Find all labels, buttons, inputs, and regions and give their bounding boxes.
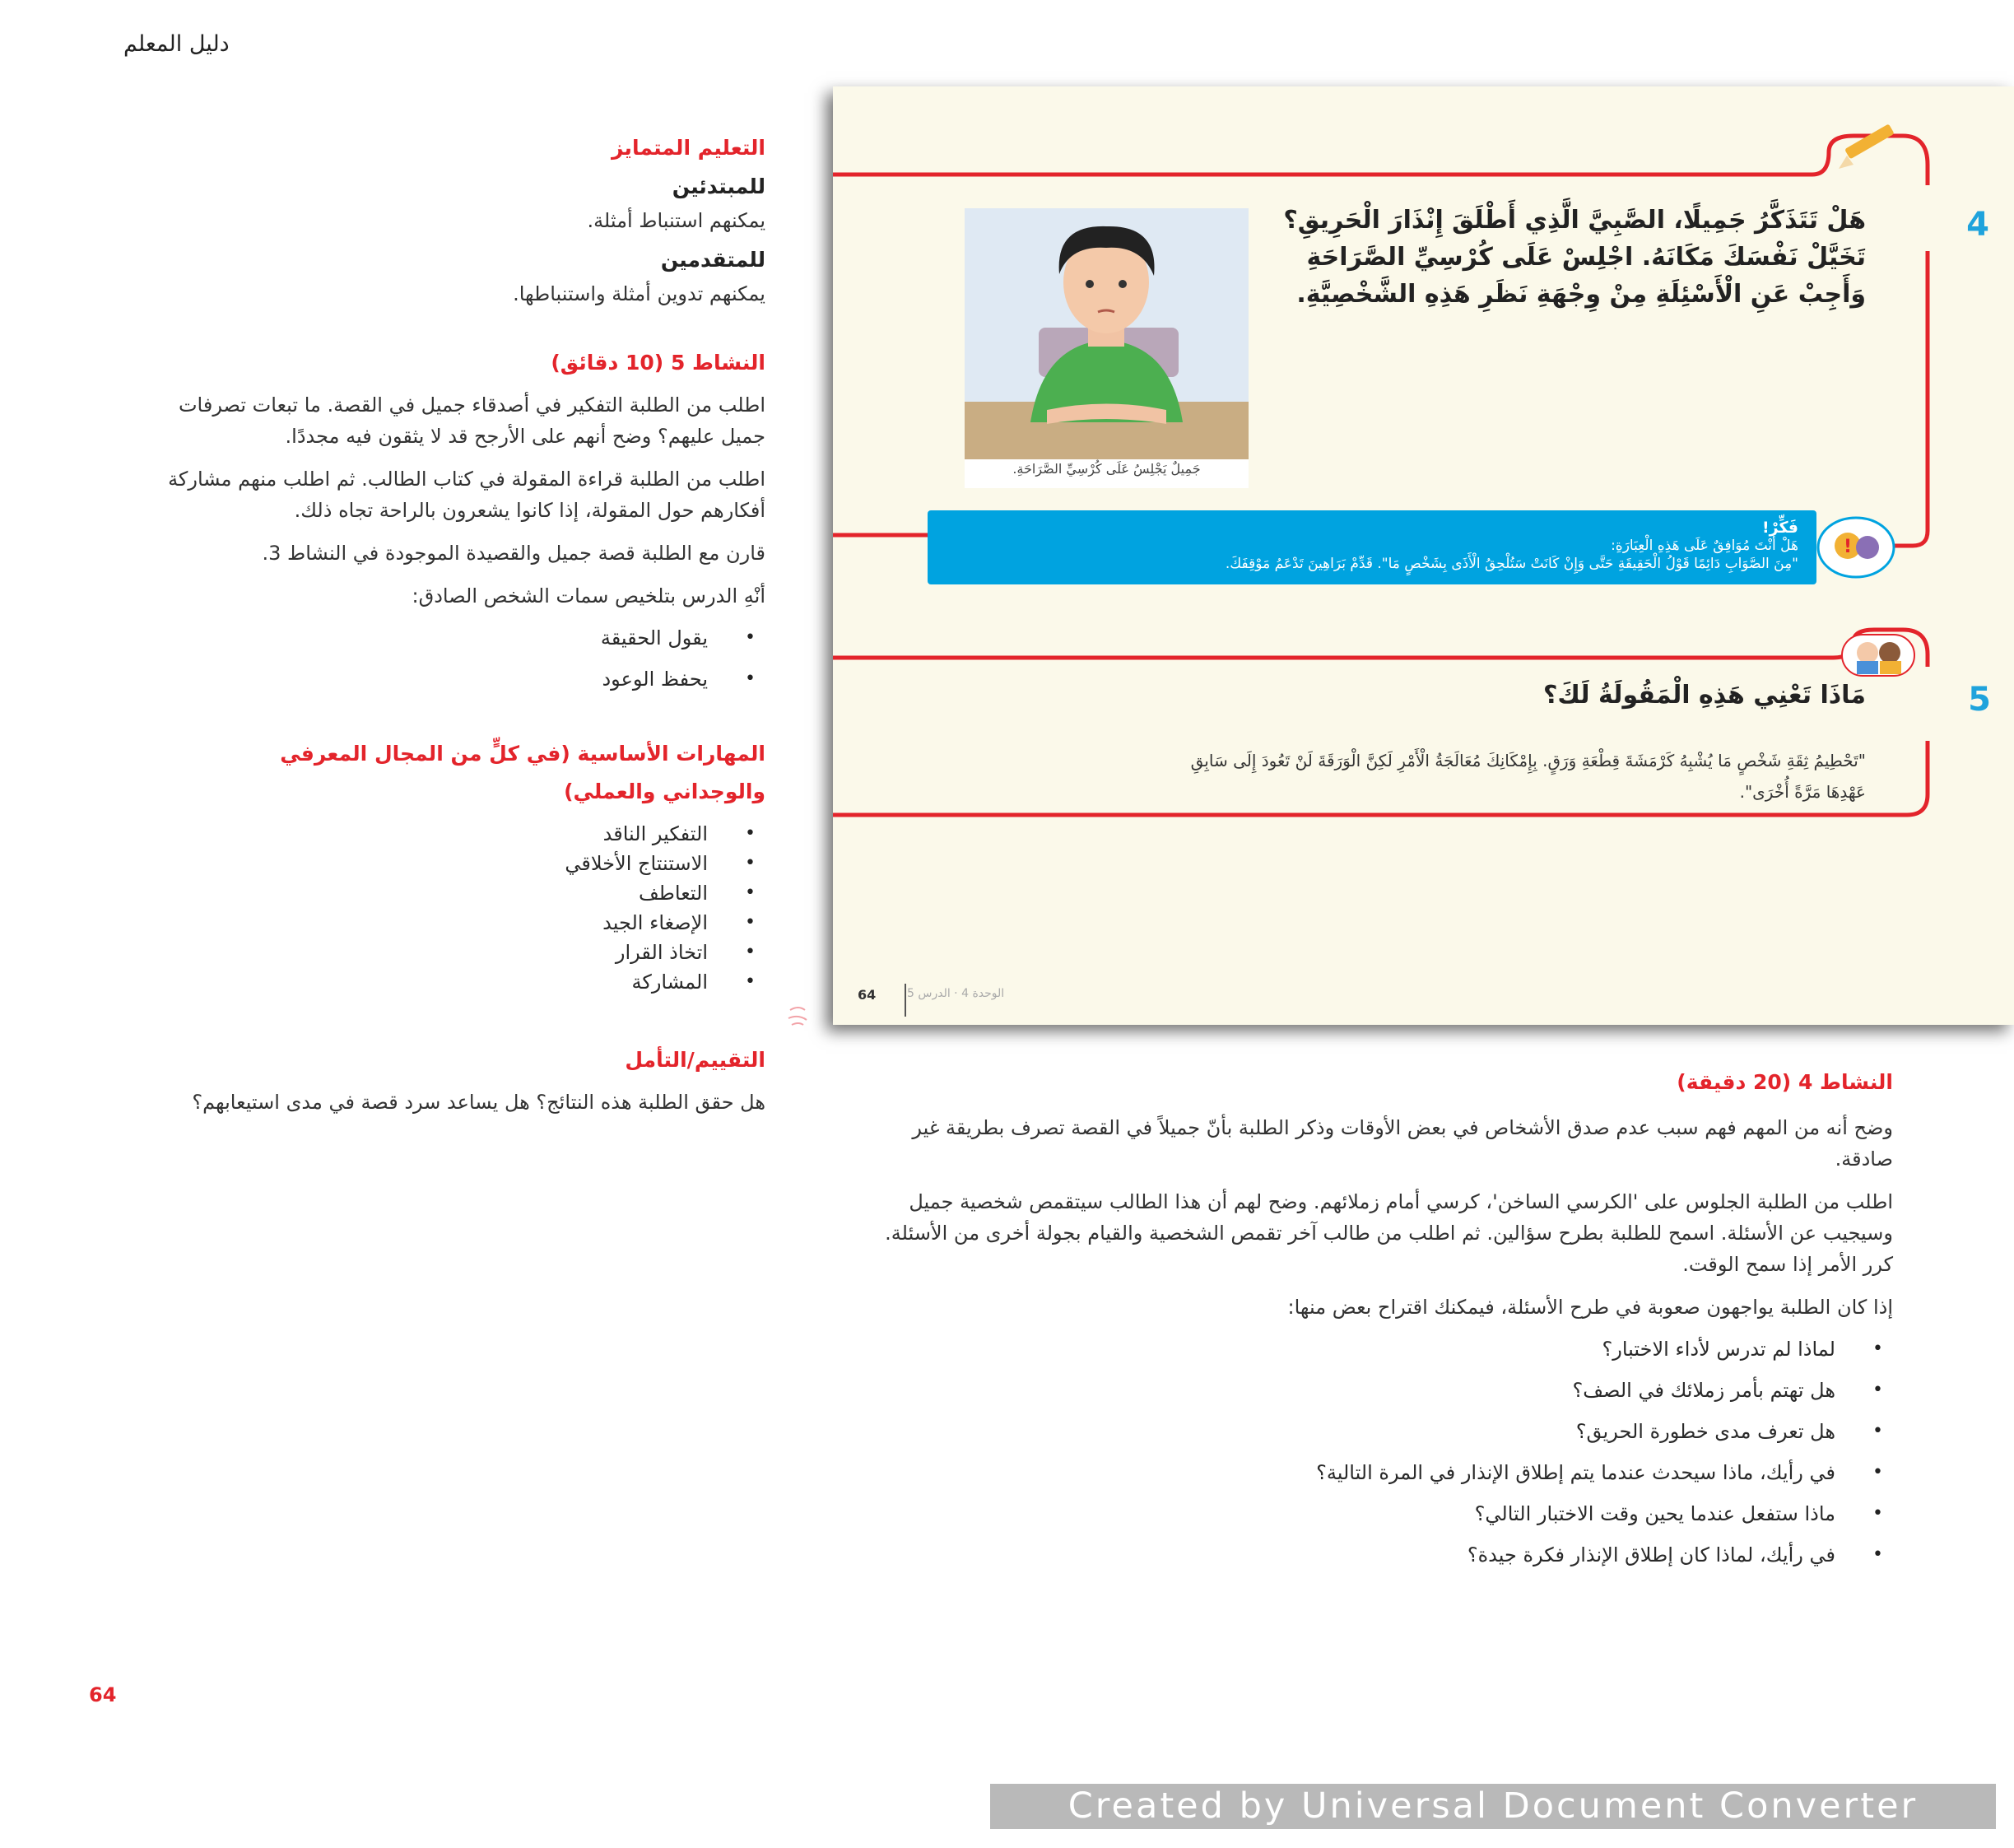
book-page-number: 64: [858, 987, 877, 1003]
question-4-text: هَلْ تَتَذَكَّرُ جَمِيلًا، الصَّبِيَّ الَّذِي أَطْلَقَ إِنْذَارَ الْحَرِيقِ؟ تَخَيَّلْ نَفْسَكَ مَكَانَهُ. اجْلِسْ عَلَى كُرْسِيِّ الصَّرَاحَةِ وَأَجِبْ عَنِ الْأَسْئِلَةِ مِنْ وِجْهَةِ نَظَرِ هَذِهِ الشَّخْصِيَّةِ.: [1283, 206, 1866, 309]
quote-line-2: عَهْدِهَا مَرَّةً أُخْرَى".: [1739, 782, 1866, 802]
list-item: • هل تعرف مدى خطورة الحريق؟: [868, 1417, 1835, 1446]
activity4-paragraph-3: إذا كان الطلبة يواجهون صعوبة في طرح الأسئلة، فيمكنك اقتراح بعض منها:: [1287, 1296, 1893, 1319]
list-item: • في رأيك، لماذا كان إطلاق الإنذار فكرة جيدة؟: [868, 1540, 1835, 1570]
svg-text:!: !: [1843, 537, 1853, 557]
think-box-title: فَكِّرْ!: [1762, 519, 1798, 537]
question-4-number: 4: [1966, 206, 1989, 244]
list-item: • في رأيك، ماذا سيحدث عندما يتم إطلاق الإنذار في المرة التالية؟: [868, 1458, 1835, 1487]
list-item: • اتخاذ القرار: [165, 938, 708, 967]
activity4-title: النشاط 4 (20 دقيقة): [1677, 1070, 1893, 1094]
quote-text: [928, 745, 1866, 808]
think-box-line-1: هَلْ أَنْتَ مُوَافِقٌ عَلَى هَذِهِ الْعِبَارَةِ:: [1611, 538, 1798, 554]
beginners-text: يمكنهم استنباط أمثلة.: [587, 209, 765, 232]
right-column: [868, 1070, 1893, 1581]
activity4-question-list: [868, 1334, 1835, 1570]
skills-title-line-1: المهارات الأساسية (في كلٍّ من المجال المعرفي: [280, 742, 765, 766]
list-item: • يقول الحقيقة: [165, 623, 708, 653]
pencil-icon: [1839, 123, 1895, 169]
student-book-page: [833, 86, 2014, 1025]
advanced-label: للمتقدمين: [660, 248, 765, 272]
skills-title-line-2: والوجداني والعملي): [564, 780, 765, 803]
thinking-child-icon: [1816, 516, 1895, 579]
advanced-text: يمكنهم تدوين أمثلة واستنباطها.: [513, 282, 765, 305]
think-box-line-2: "مِنَ الصَّوَابِ دَائِمًا قَوْلُ الْحَقِيقَةِ حَتَّى وَإِنْ كَانَتْ سَتُلْحِقُ الْأَذَى بِشَخْصٍ مَا". قَدِّمْ بَرَاهِينَ تَدْعَمُ مَوْقِفَكَ.: [1225, 556, 1798, 572]
quote-line-1: "تَحْطِيمُ ثِقَةِ شَخْصٍ مَا يُشْبِهُ كَرْمَشَةَ قِطْعَةِ وَرَقٍ. بِإِمْكَانِكَ مُعَالَجَةُ الْأَمْرِ لَكِنَّ الْوَرَقَةَ لَنْ تَعُودَ إِلَى سَابِقِ: [1190, 751, 1866, 770]
activity4-paragraph-2: اطلب من الطلبة الجلوس على 'الكرسي الساخن'، كرسي أمام زملائهم. وضح لهم أن هذا الطالب سيتقمص شخصية جميل وسيجيب عن الأسئلة. اسمح للطلبة بطرح سؤالين. ثم اطلب من طالب آخر تقمص الشخصية والقيام بجولة أخرى من الأسئلة. كرر الأمر إذا سمح الوقت.: [885, 1190, 1893, 1276]
think-box: [928, 510, 1816, 584]
activity4-paragraph-1: وضح أنه من المهم فهم سبب عدم صدق الأشخاص في بعض الأوقات وذكر الطلبة بأنّ جميلاً في القصة تصرف بطريقة غير صادقة.: [912, 1116, 1893, 1171]
list-item: • هل تهتم بأمر زملائك في الصف؟: [868, 1376, 1835, 1405]
skills-bullet-list: [165, 819, 708, 997]
question-5-text: مَاذَا تَعْنِي هَذِهِ الْمَقُولَةُ لَكَ؟: [1542, 681, 1866, 710]
converter-watermark: Created by Universal Document Converter: [990, 1784, 1996, 1829]
beginners-label: للمبتدئين: [672, 175, 765, 198]
discussion-icon: [1839, 630, 1918, 679]
differentiation-title: التعليم المتمايز: [612, 136, 765, 160]
activity5-paragraph-1: اطلب من الطلبة التفكير في أصدقاء جميل في القصة. ما تبعات تصرفات جميل عليهم؟ وضح أنهم على الأرجح قد لا يثقون فيه مجددًا.: [178, 393, 765, 448]
activity5-title: النشاط 5 (10 دقائق): [551, 351, 765, 375]
assessment-title: التقييم/التأمل: [625, 1048, 765, 1072]
left-column: [165, 136, 765, 1129]
list-item: • الاستنتاج الأخلاقي: [165, 849, 708, 878]
guide-page-number: 64: [89, 1683, 117, 1706]
book-lesson-label: الوحدة 4 · الدرس 5: [907, 987, 1005, 1000]
assessment-text: هل حقق الطلبة هذه النتائج؟ هل يساعد سرد قصة في مدى استيعابهم؟: [192, 1091, 765, 1114]
guide-header-title: دليل المعلم: [123, 31, 230, 57]
list-item: • ماذا ستفعل عندما يحين وقت الاختبار التالي؟: [868, 1499, 1835, 1529]
list-item: • المشاركة: [165, 967, 708, 997]
list-item: • يحفظ الوعود: [165, 664, 708, 694]
list-item: • التفكير الناقد: [165, 819, 708, 849]
boy-illustration: [965, 208, 1249, 488]
activity5-bullet-list: [165, 623, 708, 694]
activity5-paragraph-2: اطلب من الطلبة قراءة المقولة في كتاب الطالب. ثم اطلب منهم مشاركة أفكارهم حول المقولة، إذا كانوا يشعرون بالراحة تجاه ذلك.: [168, 468, 765, 522]
pen-scribble-mark: [782, 1000, 815, 1033]
list-item: • الإصغاء الجيد: [165, 908, 708, 938]
activity5-paragraph-4: أنْهِ الدرس بتلخيص سمات الشخص الصادق:: [412, 584, 765, 607]
question-5-number: 5: [1968, 681, 1991, 719]
activity5-paragraph-3: قارن مع الطلبة قصة جميل والقصيدة الموجودة في النشاط 3.: [262, 542, 765, 565]
list-item: • التعاطف: [165, 878, 708, 908]
photo-caption: جَمِيلٌ يَجْلِسُ عَلَى كُرْسِيِّ الصَّرَاحَةِ.: [1012, 461, 1201, 477]
skills-title: [165, 735, 765, 811]
list-item: • لماذا لم تدرس لأداء الاختبار؟: [868, 1334, 1835, 1364]
